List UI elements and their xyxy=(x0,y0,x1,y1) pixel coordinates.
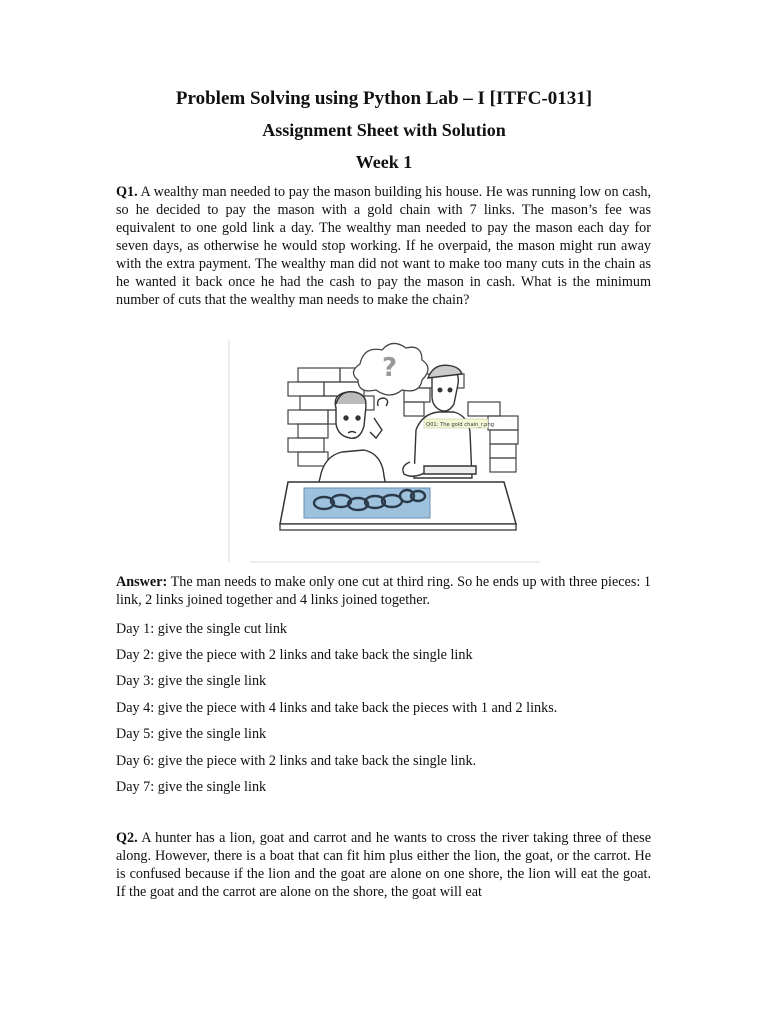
day-step: Day 6: give the piece with 2 links and take back the single link. xyxy=(116,753,477,769)
document-subtitle: Assignment Sheet with Solution xyxy=(262,120,506,140)
day-step: Day 5: give the single link xyxy=(116,726,267,742)
day-step: Day 7: give the single link xyxy=(116,779,267,795)
day-step: Day 1: give the single cut link xyxy=(116,621,288,637)
day-step: Day 2: give the piece with 2 links and take back the single link xyxy=(116,647,473,663)
answer-label: Answer: xyxy=(116,574,168,590)
wealthy-man-figure xyxy=(318,392,388,486)
question-mark: ? xyxy=(382,353,398,383)
question-1-text: A wealthy man needed to pay the mason building his house. He was running low on cash, so he decided to pay the mason with a gold chain with 7 links. The mason’s fee was equivalent to one gold link a day. The wealthy man needed to pay the mason each day for seven days, as otherwise he would stop working. If he overpaid, the mason might run away with the extra payment. The wealthy man did not want to make too many cuts in the chain as he wanted it back once he had the cash to pay the mason in cash. What is the minimum number of cuts that the wealthy man needs to make the chain? xyxy=(116,184,651,308)
figure-caption-tag: Q01: The gold chain_r.png xyxy=(426,422,495,428)
mason-chain-illustration xyxy=(228,338,540,564)
question-2-label: Q2. xyxy=(116,830,138,846)
document-title: Problem Solving using Python Lab – I [ITFC-0131] xyxy=(175,88,593,109)
day-step: Day 4: give the piece with 4 links and take back the pieces with 1 and 2 links. xyxy=(116,700,558,716)
question-2-text: A hunter has a lion, goat and carrot and he wants to cross the river taking three of these along. However, there is a boat that can fit him plus either the lion, the goat, or the carrot. He is confused because if the lion and the goat are alone on one shore, the lion will eat the goat. If the goat and the carrot are alone on the shore, the goat will eat xyxy=(116,830,651,900)
answer-paragraph xyxy=(116,573,651,609)
question-1 xyxy=(116,183,651,309)
week-heading: Week 1 xyxy=(355,152,413,172)
day-step: Day 3: give the single link xyxy=(116,673,267,689)
question-2 xyxy=(116,829,651,901)
question-1-label: Q1. xyxy=(116,184,138,200)
answer-text: The man needs to make only one cut at third ring. So he ends up with three pieces: 1 link, 2 links joined together and 4 links joined together. xyxy=(116,574,651,608)
